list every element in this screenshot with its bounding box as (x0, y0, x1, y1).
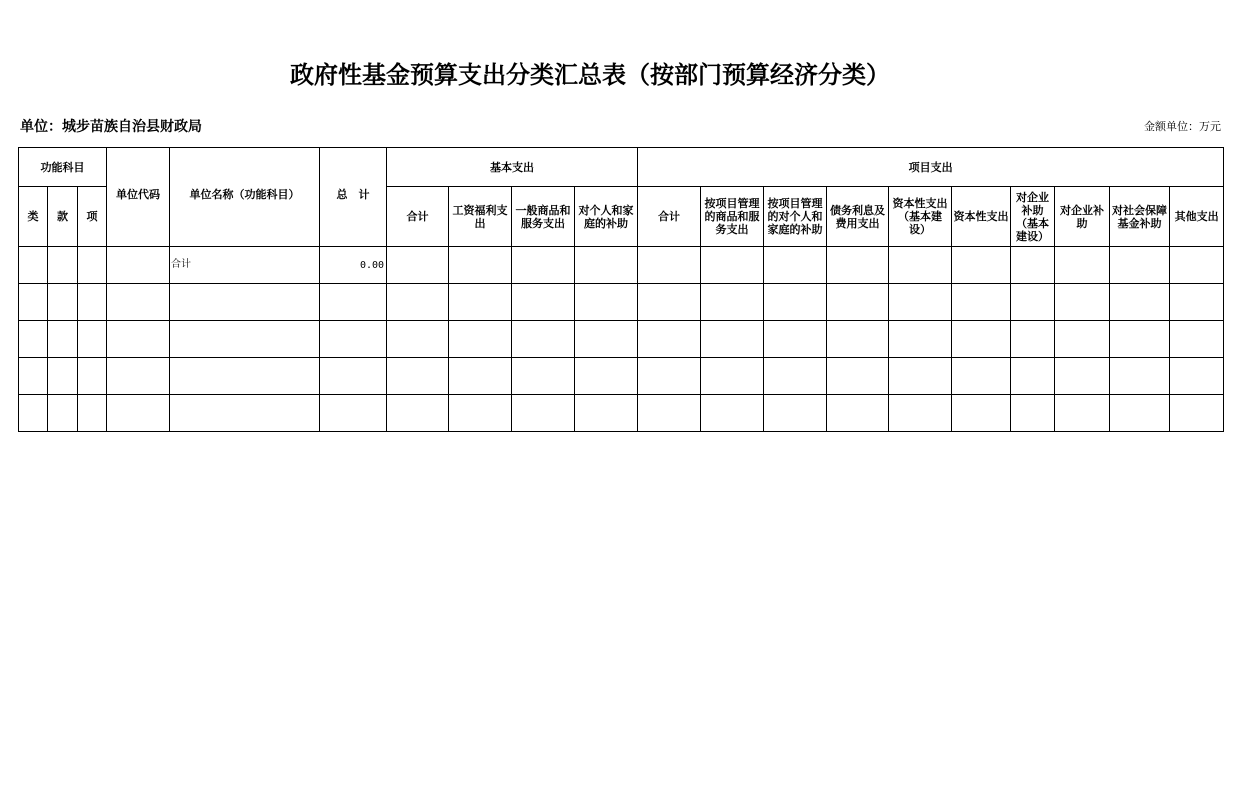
header-project: 项目支出 (638, 148, 1224, 187)
table-cell (387, 247, 449, 284)
table-cell (701, 247, 764, 284)
header-unit-name: 单位名称（功能科目） (170, 148, 320, 247)
table-cell (827, 247, 889, 284)
header-basic-sub: 合计 (387, 187, 449, 247)
header-project-sub: 债务利息及费用支出 (827, 187, 889, 247)
table-row (19, 395, 1224, 432)
header-basic-sub: 一般商品和服务支出 (512, 187, 575, 247)
header-lei: 类 (19, 187, 48, 247)
table-cell (575, 247, 638, 284)
header-total: 总 计 (320, 148, 387, 247)
header-project-sub: 资本性支出 (952, 187, 1011, 247)
header-project-sub: 对企业补助 (1055, 187, 1110, 247)
table-row (19, 358, 1224, 395)
header-project-sub: 对企业补助（基本建设） (1011, 187, 1055, 247)
table-cell (449, 247, 512, 284)
table-cell (764, 247, 827, 284)
header-basic: 基本支出 (387, 148, 638, 187)
table-row (19, 247, 1224, 284)
table-cell (19, 247, 48, 284)
header-project-sub: 按项目管理的商品和服务支出 (701, 187, 764, 247)
table-cell (1055, 247, 1110, 284)
table-cell (48, 247, 78, 284)
table-cell (1110, 247, 1170, 284)
header-xiang: 项 (78, 187, 107, 247)
summary-table (18, 147, 1224, 432)
row-total-cell: 0.00 (320, 247, 387, 284)
table-cell (952, 247, 1011, 284)
table-cell (1170, 247, 1224, 284)
table-cell (1011, 247, 1055, 284)
table-cell (889, 247, 952, 284)
header-project-sub: 合计 (638, 187, 701, 247)
header-unit-code: 单位代码 (107, 148, 170, 247)
table-row (19, 284, 1224, 321)
table-cell (78, 247, 107, 284)
header-func-subject: 功能科目 (19, 148, 107, 187)
table-cell (512, 247, 575, 284)
header-basic-sub: 工资福利支出 (449, 187, 512, 247)
header-project-sub: 其他支出 (1170, 187, 1224, 247)
row-name-cell: 合计 (170, 247, 320, 284)
table-cell (638, 247, 701, 284)
unit-label: 单位：城步苗族自治县财政局 (20, 119, 202, 135)
header-kuan: 款 (48, 187, 78, 247)
header-project-sub: 资本性支出（基本建设） (889, 187, 952, 247)
table-cell (107, 247, 170, 284)
amount-unit-label: 金额单位：万元 (1144, 120, 1221, 133)
page-title: 政府性基金预算支出分类汇总表（按部门预算经济分类） (290, 61, 890, 89)
table-row (19, 321, 1224, 358)
header-basic-sub: 对个人和家庭的补助 (575, 187, 638, 247)
header-project-sub: 按项目管理的对个人和家庭的补助 (764, 187, 827, 247)
header-project-sub: 对社会保障基金补助 (1110, 187, 1170, 247)
